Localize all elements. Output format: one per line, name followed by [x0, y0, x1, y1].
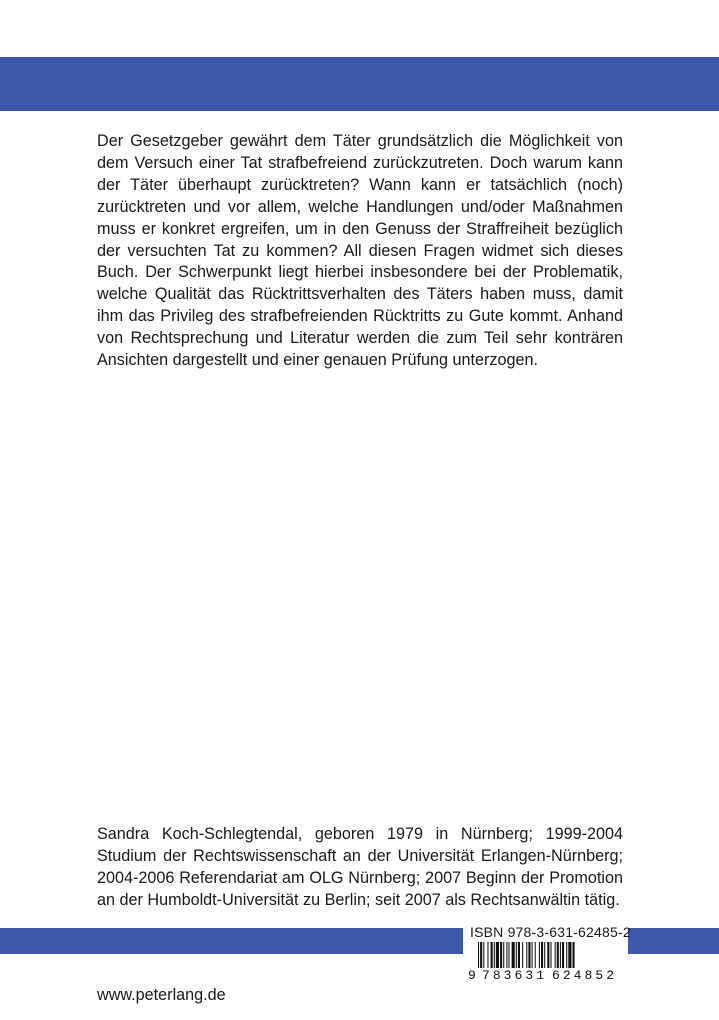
barcode-bar [500, 942, 502, 968]
barcode-bar [568, 942, 571, 968]
barcode-bar [518, 942, 520, 968]
barcode-bar [547, 942, 549, 968]
barcode-bar [557, 942, 559, 968]
barcode-bar [508, 942, 509, 968]
barcode-bar [562, 942, 564, 968]
barcode-bar [541, 942, 543, 968]
barcode-bar [560, 942, 561, 968]
barcode-bar [532, 942, 533, 968]
barcode-bar [480, 942, 482, 968]
barcode-bar [496, 942, 499, 968]
barcode-bar [535, 942, 536, 968]
barcode-bar [494, 942, 495, 968]
barcode-bar [516, 942, 517, 968]
barcode-bar [522, 942, 523, 968]
barcode-bar [483, 942, 484, 968]
barcode-bar [539, 942, 540, 968]
barcode-bar [544, 942, 545, 968]
barcode-digit-lead: 9 [468, 968, 476, 980]
barcode-bar [528, 942, 530, 968]
barcode-bar [526, 942, 527, 968]
barcode-bar [506, 942, 507, 968]
barcode-bar [550, 942, 551, 968]
barcode-bar [478, 942, 479, 968]
isbn-label: ISBN 978-3-631-62485-2 [470, 924, 631, 940]
barcode-digits-left: 783631 [482, 968, 544, 980]
barcode-digits-right: 624852 [552, 968, 614, 980]
barcode-bar [573, 942, 575, 968]
publisher-website: www.peterlang.de [97, 986, 226, 1004]
book-blurb: Der Gesetzgeber gewährt dem Täter grundsätzlich die Möglichkeit von dem Versuch einer Tat strafbefreiend zurückzutreten. Doch warum kann der Täter überhaupt zurücktreten? Wann kann er tatsächlich (noch) zurücktreten und vor allem, welche Handlungen und/oder Maßnahmen muss er konkret ergreifen, um in den Genuss der Straffreiheit bezüglich der versuchten Tat zu kommen? All diesen Fragen widmet sich dieses Buch. Der Schwerpunkt liegt hierbei insbesondere bei der Problematik, welche Qualität das Rücktrittsverhalten des Täters haben muss, damit ihm das Privileg des strafbefreienden Rücktritts zu Gute kommt. Anhand von Rechtsprechung und Literatur werden die zum Teil sehr konträren Ansichten dargestellt und einer genauen Prüfung unterzogen. [97, 132, 623, 370]
barcode-graphic [466, 942, 626, 980]
barcode-bar [503, 942, 504, 968]
top-color-band [0, 57, 719, 111]
author-bio: Sandra Koch-Schlegtendal, geboren 1979 in Nürnberg; 1999-2004 Studium der Rechtswissenschaft an der Universität Erlangen-Nürnberg; 2004-2006 Referendariat am OLG Nürnberg; 2007 Beginn der Promotion an der Humboldt-Universität zu Berlin; seit 2007 als Rechtsanwältin tätig. [97, 825, 623, 909]
barcode-bar [566, 942, 567, 968]
barcode-bar [555, 942, 556, 968]
barcode-bar [491, 942, 493, 968]
barcode-bar [512, 942, 515, 968]
barcode-bar [487, 942, 488, 968]
